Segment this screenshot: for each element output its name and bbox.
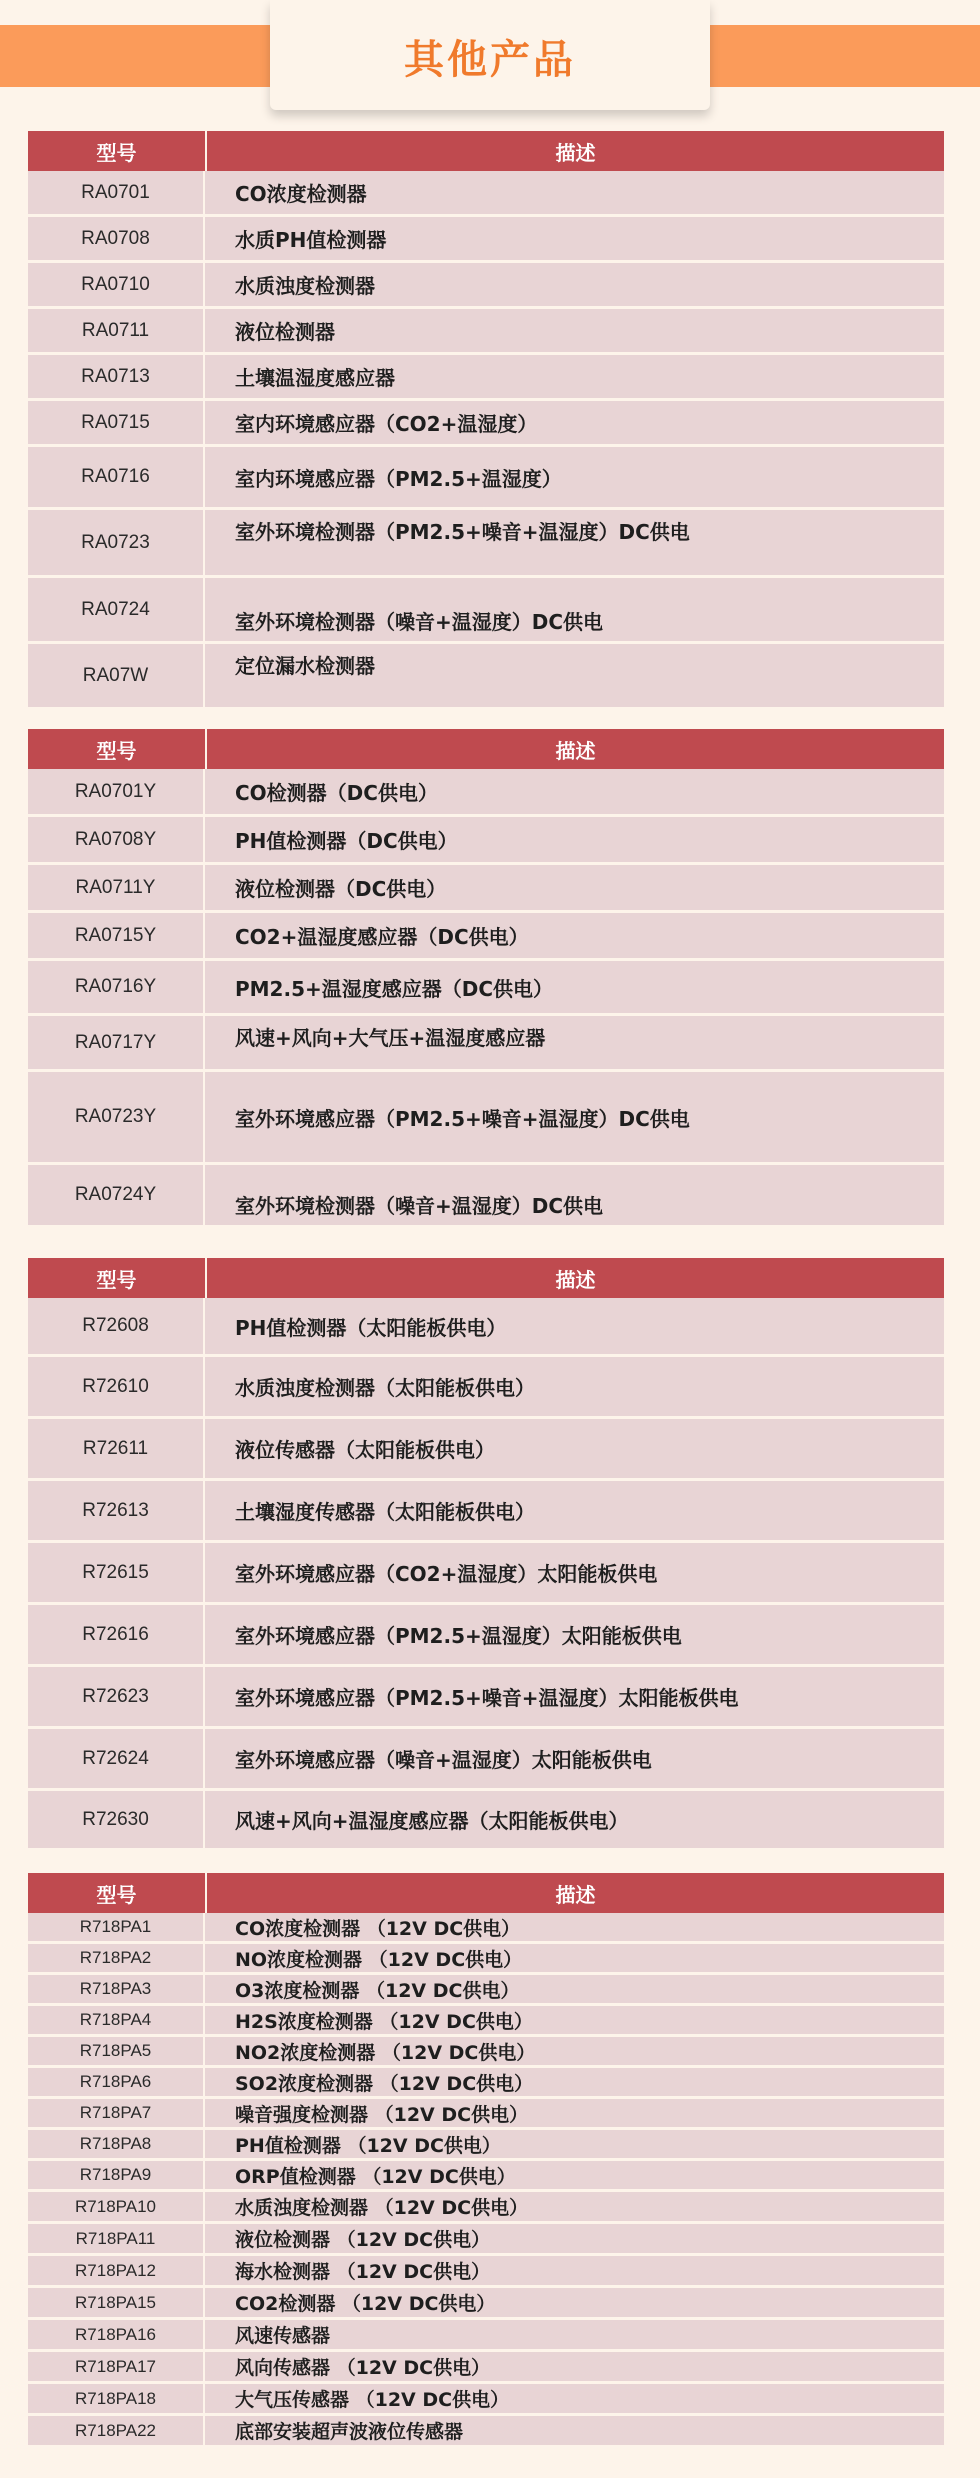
table-row [28,1419,944,1481]
product-table [28,1873,944,2448]
desc-cell: 室外环境检测器（噪音+温湿度）DC供电 [235,610,604,634]
table-row [28,1913,944,1944]
table-row [28,2224,944,2256]
product-table [28,1258,944,1851]
table-row [28,2416,944,2448]
table-row [28,510,944,578]
header-model: 型号 [28,729,207,769]
table-row [28,2352,944,2384]
table-row [28,817,944,865]
desc-cell: O3浓度检测器 （12V DC供电） [235,1979,520,2002]
desc-cell: 水质浊度检测器（太阳能板供电） [235,1376,535,1400]
desc-cell: 水质浊度检测器 （12V DC供电） [235,2197,529,2219]
model-cell: R72608 [28,1298,205,1354]
model-cell: RA0716 [28,447,205,507]
desc-cell: 液位检测器 [235,320,335,344]
model-cell: R72616 [28,1605,205,1664]
desc-cell: PH值检测器（太阳能板供电） [235,1315,507,1340]
table-row [28,447,944,510]
desc-cell: ORP值检测器 （12V DC供电） [235,2165,516,2188]
model-cell: RA0710 [28,263,205,306]
table-header [28,131,944,171]
table-row [28,961,944,1016]
table-row [28,1016,944,1072]
model-cell: R718PA12 [28,2256,205,2285]
model-cell: RA0708 [28,217,205,260]
table-row [28,1605,944,1667]
header-desc: 描述 [555,140,596,165]
page-title: 其他产品 [404,37,576,83]
model-cell: R718PA22 [28,2416,205,2445]
desc-cell: CO2+温湿度感应器（DC供电） [235,925,529,949]
table-row [28,1729,944,1791]
model-cell: R718PA9 [28,2161,205,2189]
model-cell: R718PA11 [28,2224,205,2253]
model-cell: RA07W [28,644,205,707]
model-cell: RA0715 [28,401,205,444]
table-row [28,2006,944,2037]
model-cell: R72615 [28,1543,205,1602]
table-row [28,1072,944,1165]
model-cell: R718PA16 [28,2320,205,2349]
model-cell: RA0701Y [28,769,205,814]
header-model: 型号 [28,1873,207,1913]
desc-cell: 土壤湿度传感器（太阳能板供电） [235,1500,535,1524]
model-cell: RA0723Y [28,1072,205,1162]
desc-cell: 室外环境检测器（PM2.5+噪音+温湿度）DC供电 [235,520,690,544]
model-cell: RA0715Y [28,913,205,958]
model-cell: R718PA7 [28,2099,205,2127]
desc-cell: 定位漏水检测器 [235,654,375,678]
table-header [28,1258,944,1298]
model-cell: R718PA4 [28,2006,205,2034]
table-row [28,309,944,355]
table-header [28,729,944,769]
header-desc: 描述 [555,1267,596,1292]
desc-cell: 风向传感器 （12V DC供电） [235,2357,491,2379]
desc-cell: CO检测器（DC供电） [235,781,438,805]
table-row [28,1667,944,1729]
model-cell: RA0708Y [28,817,205,862]
banner-bar-right [700,25,980,87]
desc-cell: 室外环境感应器（PM2.5+温湿度）太阳能板供电 [235,1624,682,1648]
desc-cell: 底部安装超声波液位传感器 [235,2421,464,2443]
table-row [28,913,944,961]
model-cell: R72610 [28,1357,205,1416]
desc-cell: 液位检测器（DC供电） [235,877,447,901]
header-model: 型号 [28,1258,207,1298]
product-table [28,131,944,710]
table-header [28,1873,944,1913]
table-row [28,2320,944,2352]
desc-cell: 室外环境感应器（噪音+温湿度）太阳能板供电 [235,1748,652,1772]
table-row [28,1357,944,1419]
model-cell: R72611 [28,1419,205,1478]
desc-cell: 风速+风向+温湿度感应器（太阳能板供电） [235,1809,629,1833]
model-cell: R72623 [28,1667,205,1726]
model-cell: R718PA1 [28,1913,205,1941]
model-cell: RA0716Y [28,961,205,1013]
desc-cell: 土壤温湿度感应器 [235,366,395,390]
desc-cell: 水质PH值检测器 [235,228,387,252]
table-row [28,2037,944,2068]
model-cell: R72630 [28,1791,205,1848]
desc-cell: 液位检测器 （12V DC供电） [235,2229,491,2251]
desc-cell: 大气压传感器 （12V DC供电） [235,2389,510,2411]
title-banner [0,0,980,125]
desc-cell: CO浓度检测器 （12V DC供电） [235,1917,521,1940]
table-row [28,1298,944,1357]
table-row [28,401,944,447]
desc-cell: 室外环境感应器（PM2.5+噪音+温湿度）DC供电 [235,1106,690,1131]
table-row [28,769,944,817]
table-row [28,171,944,217]
desc-cell: 风速+风向+大气压+温湿度感应器 [235,1026,546,1050]
table-row [28,263,944,309]
desc-cell: CO2检测器 （12V DC供电） [235,2293,496,2315]
table-row [28,1791,944,1851]
desc-cell: 室外环境检测器（噪音+温湿度）DC供电 [235,1194,604,1218]
desc-cell: 海水检测器 （12V DC供电） [235,2261,491,2283]
desc-cell: PM2.5+温湿度感应器（DC供电） [235,976,554,1001]
model-cell: RA0711Y [28,865,205,910]
desc-cell: 室内环境感应器（CO2+温湿度） [235,412,538,436]
model-cell: R718PA8 [28,2130,205,2158]
model-cell: RA0713 [28,355,205,398]
model-cell: RA0711 [28,309,205,352]
desc-cell: SO2浓度检测器 （12V DC供电） [235,2072,534,2095]
header-model: 型号 [28,131,207,171]
table-row [28,2161,944,2192]
banner-bar-left [0,25,280,87]
table-row [28,355,944,401]
model-cell: R718PA2 [28,1944,205,1972]
table-row [28,217,944,263]
table-row [28,2068,944,2099]
model-cell: RA0724 [28,578,205,641]
desc-cell: 水质浊度检测器 [235,274,375,298]
table-row [28,1481,944,1543]
model-cell: R718PA5 [28,2037,205,2065]
desc-cell: 风速传感器 [235,2325,331,2347]
table-row [28,2130,944,2161]
table-row [28,2099,944,2130]
model-cell: R718PA17 [28,2352,205,2381]
header-desc: 描述 [555,1882,596,1907]
model-cell: RA0723 [28,510,205,575]
desc-cell: 室内环境感应器（PM2.5+温湿度） [235,466,562,491]
table-row [28,2192,944,2224]
table-row [28,2288,944,2320]
desc-cell: PH值检测器 （12V DC供电） [235,2134,501,2157]
table-row [28,1543,944,1605]
table-row [28,1975,944,2006]
product-table [28,729,944,1228]
model-cell: RA0724Y [28,1165,205,1225]
model-cell: R72613 [28,1481,205,1540]
table-row [28,2384,944,2416]
model-cell: R718PA15 [28,2288,205,2317]
model-cell: RA0701 [28,171,205,214]
table-row [28,865,944,913]
model-cell: RA0717Y [28,1016,205,1069]
table-row [28,644,944,710]
model-cell: R72624 [28,1729,205,1788]
model-cell: R718PA3 [28,1975,205,2003]
desc-cell: NO浓度检测器 （12V DC供电） [235,1948,523,1971]
table-row [28,1165,944,1228]
model-cell: R718PA6 [28,2068,205,2096]
table-row [28,1944,944,1975]
table-row [28,2256,944,2288]
desc-cell: PH值检测器（DC供电） [235,829,458,853]
desc-cell: 液位传感器（太阳能板供电） [235,1438,495,1462]
header-desc: 描述 [555,738,596,763]
desc-cell: 噪音强度检测器 （12V DC供电） [235,2103,529,2126]
model-cell: R718PA18 [28,2384,205,2413]
table-row [28,578,944,644]
desc-cell: CO浓度检测器 [235,182,367,206]
desc-cell: NO2浓度检测器 （12V DC供电） [235,2041,536,2064]
model-cell: R718PA10 [28,2192,205,2221]
desc-cell: H2S浓度检测器 （12V DC供电） [235,2010,533,2033]
desc-cell: 室外环境感应器（PM2.5+噪音+温湿度）太阳能板供电 [235,1686,739,1710]
desc-cell: 室外环境感应器（CO2+温湿度）太阳能板供电 [235,1562,658,1586]
